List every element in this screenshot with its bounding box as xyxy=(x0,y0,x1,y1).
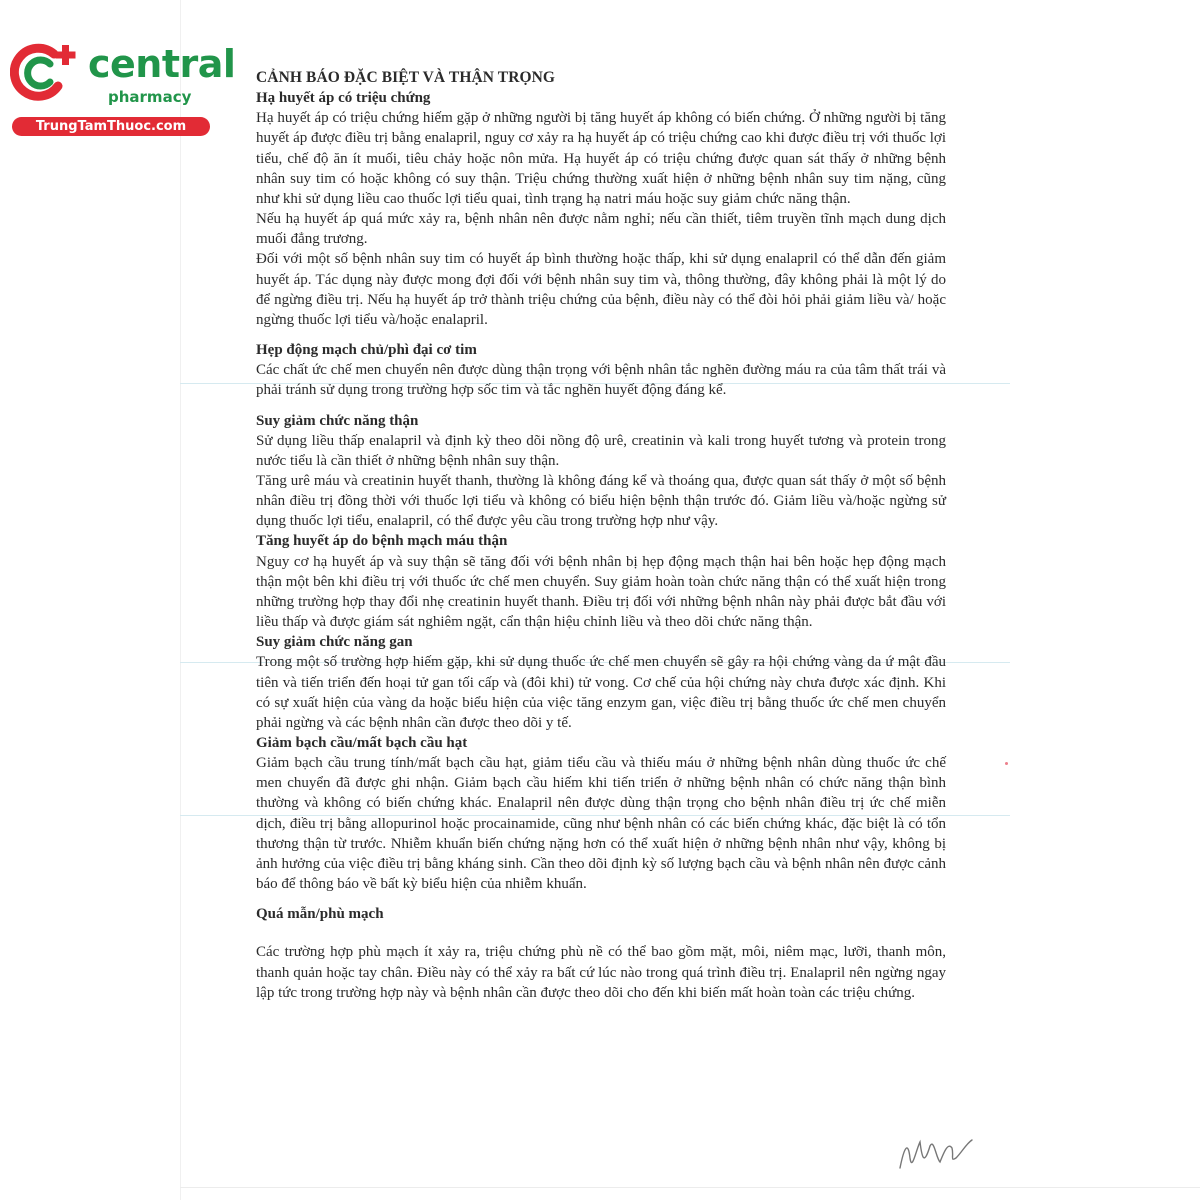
spacer xyxy=(256,401,946,411)
paragraph: Các trường hợp phù mạch ít xảy ra, triệu chứng phù nề có thể bao gồm mặt, môi, niêm mạc, lưỡi, thanh môn, thanh quản hoặc tay chân. Điều này có thể xảy ra bất cứ lúc nào trong quá trình điều trị. Enalapril nên ngừng ngay lập tức trong trường hợp này và bệnh nhân cần được theo dõi cho đến khi biến mất hoàn toàn các triệu chứng. xyxy=(256,944,946,1001)
paragraph: Trong một số trường hợp hiếm gặp, khi sử dụng thuốc ức chế men chuyển sẽ gây ra hội chứng vàng da ứ mật đầu tiên và tiến triển đến hoại tử gan tối cấp và (đôi khi) tử vong. Cơ chế của hội chứng này chưa được xác định. Khi có sự xuất hiện của vàng da hoặc biểu hiện của việc tăng enzym gan, việc điều trị bằng thuốc ức chế men chuyển phải ngừng và các bệnh nhân cần được theo dõi y tế. xyxy=(256,654,946,731)
signature-mark xyxy=(894,1128,978,1178)
section-heading: Giảm bạch cầu/mất bạch cầu hạt xyxy=(256,735,468,751)
page-bottom-edge xyxy=(180,1187,1200,1188)
section-heading: Hạ huyết áp có triệu chứng xyxy=(256,90,431,107)
document-body xyxy=(256,68,946,1003)
section-heading: Suy giảm chức năng thận xyxy=(256,412,419,429)
pharmacy-cross-icon xyxy=(10,40,80,104)
paragraph: Nếu hạ huyết áp quá mức xảy ra, bệnh nhân nên được nằm nghỉ; nếu cần thiết, tiêm truyền tĩnh mạch dung dịch muối đẳng trương. xyxy=(256,211,946,248)
section-heading: Hẹp động mạch chủ/phì đại cơ tim xyxy=(256,342,477,359)
logo-sub: pharmacy xyxy=(108,88,192,106)
section-heading: Tăng huyết áp do bệnh mạch máu thận xyxy=(256,533,508,550)
spacer xyxy=(256,924,946,942)
spacer xyxy=(256,330,946,340)
page-edge xyxy=(180,0,181,1200)
paragraph: Giảm bạch cầu trung tính/mất bạch cầu hạt, giảm tiểu cầu và thiếu máu ở những bệnh nhân dùng thuốc ức chế men chuyển đã được ghi nhận. Giảm bạch cầu hiếm khi tiến triển ở những bệnh nhân có chức năng thận bình thường và không có biến chứng khác. Enalapril nên được dùng thận trọng cho bệnh nhân điều trị ức chế miễn dịch, điều trị bằng allopurinol hoặc procainamide, cũng như bệnh nhân có các biến chứng khác, đặc biệt là có tổn thương thận từ trước. Nhiễm khuẩn biến chứng nặng hơn có thể xuất hiện ở những bệnh nhân như vậy, không bị ảnh hưởng của việc điều trị bằng kháng sinh. Cần theo dõi định kỳ số lượng bạch cầu và bệnh nhân nên được cảnh báo để thông báo về bất kỳ biểu hiện của nhiễm khuẩn. xyxy=(256,755,946,893)
paragraph: Nguy cơ hạ huyết áp và suy thận sẽ tăng đối với bệnh nhân bị hẹp động mạch thận hai bên hoặc hẹp động mạch thận một bên khi điều trị với thuốc ức chế men chuyển. Suy giảm hoàn toàn chức năng thận có thể xuất hiện trong những trường hợp thay đổi nhẹ creatinin huyết thanh. Điều trị đối với những bệnh nhân này phải được bắt đầu với liều thấp và được giám sát nghiêm ngặt, cẩn thận hiệu chỉnh liều và theo dõi chức năng thận. xyxy=(256,553,946,631)
paragraph: Các chất ức chế men chuyển nên được dùng thận trọng với bệnh nhân tắc nghẽn đường máu ra của tâm thất trái và phải tránh sử dụng trong trường hợp sốc tim và tắc nghẽn huyết động đáng kể. xyxy=(256,362,946,399)
paragraph: Sử dụng liều thấp enalapril và định kỳ theo dõi nồng độ urê, creatinin và kali trong huyết tương và protein trong nước tiểu là cần thiết ở những bệnh nhân suy thận. xyxy=(256,432,946,469)
logo-url[interactable]: TrungTamThuoc.com xyxy=(12,117,210,136)
paragraph: Hạ huyết áp có triệu chứng hiếm gặp ở những người bị tăng huyết áp không có biến chứng. Ở những người bị tăng huyết áp được điều trị bằng enalapril, nguy cơ xảy ra hạ huyết áp có triệu chứng cao khi được điều trị với thuốc lợi tiểu, chế độ ăn ít muối, tiêu chảy hoặc nôn mửa. Hạ huyết áp có triệu chứng được quan sát thấy ở những bệnh nhân suy tim có hoặc không có suy thận. Triệu chứng thường xuất hiện ở những bệnh nhân suy tim nặng, cũng như khi sử dụng liều cao thuốc lợi tiểu quai, tình trạng hạ natri máu hoặc suy giảm chức năng thận. xyxy=(256,110,946,207)
section-heading: Suy giảm chức năng gan xyxy=(256,634,413,651)
logo-brand: central xyxy=(88,42,236,86)
section-heading: Quá mẫn/phù mạch xyxy=(256,906,384,923)
paragraph: Đối với một số bệnh nhân suy tim có huyết áp bình thường hoặc thấp, khi sử dụng enalapril có thể dẫn đến giảm huyết áp. Tác dụng này được mong đợi đối với bệnh nhân suy tim và, thông thường, đây không phải là một lý do để ngừng điều trị. Nếu hạ huyết áp trở thành triệu chứng của bệnh, điều này có thể đòi hỏi phải giảm liều và/ hoặc ngừng thuốc lợi tiểu và/hoặc enalapril. xyxy=(256,251,946,328)
document-title: CẢNH BÁO ĐẶC BIỆT VÀ THẬN TRỌNG xyxy=(256,69,556,86)
central-pharmacy-logo[interactable] xyxy=(10,38,236,138)
spacer xyxy=(256,894,946,904)
scan-speck xyxy=(1005,762,1008,765)
paragraph: Tăng urê máu và creatinin huyết thanh, thường là không đáng kể và thoáng qua, được quan sát thấy ở một số bệnh nhân điều trị đồng thời với thuốc lợi tiểu và không có biểu hiện bệnh thận trước đó. Giảm liều và/hoặc ngừng sử dụng thuốc lợi tiểu, enalapril, có thể được yêu cầu trong trường hợp như vậy. xyxy=(256,472,946,530)
